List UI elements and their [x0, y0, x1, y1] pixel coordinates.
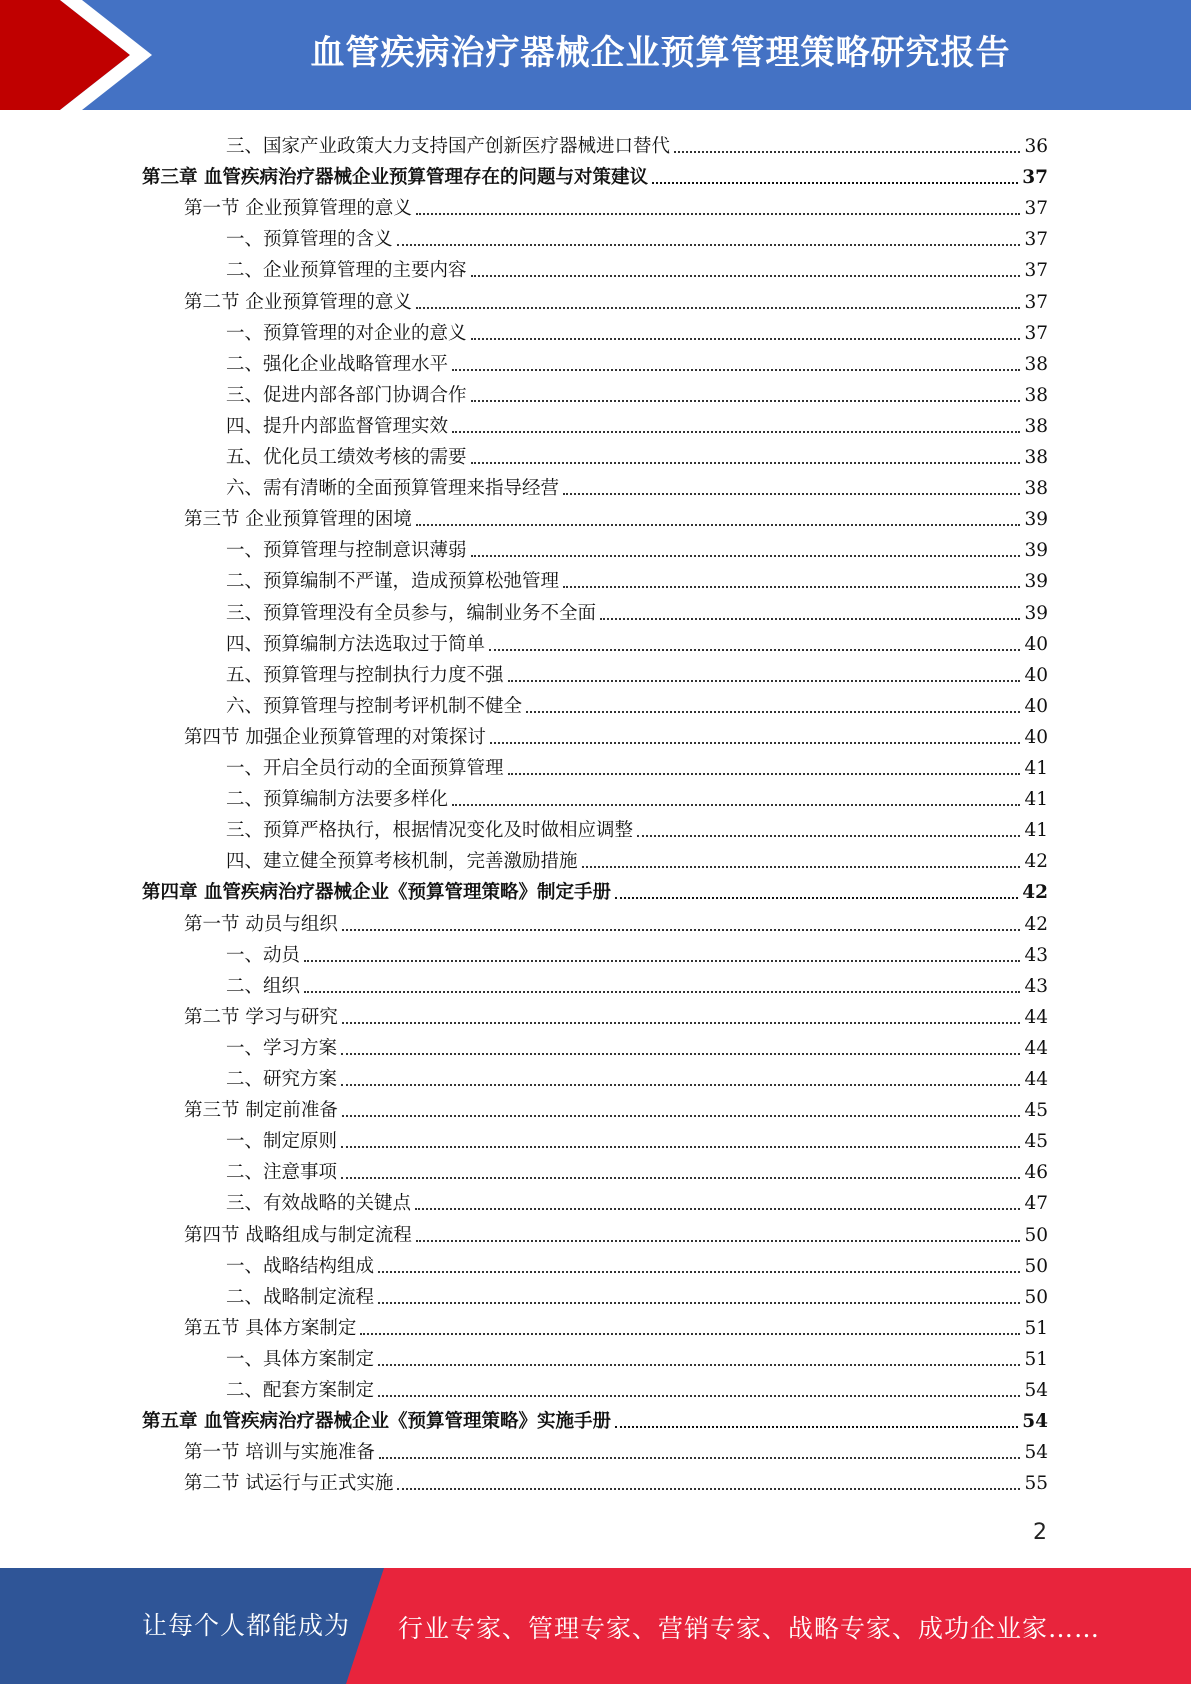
toc-entry-title: 第一节 企业预算管理的意义 — [184, 198, 412, 220]
toc-entry[interactable] — [226, 1153, 1048, 1184]
toc-entry-page: 46 — [1024, 1162, 1048, 1184]
toc-entry[interactable] — [226, 314, 1048, 345]
toc-entry-page: 42 — [1024, 851, 1048, 873]
toc-leader-dots — [378, 1302, 1020, 1304]
toc-entry-title: 三、促进内部各部门协调合作 — [226, 384, 467, 406]
toc-entry-title: 三、预算管理没有全员参与，编制业务不全面 — [226, 602, 597, 624]
toc-entry[interactable] — [184, 283, 1048, 314]
toc-entry-title: 一、战略结构组成 — [226, 1255, 375, 1277]
toc-entry[interactable] — [226, 1371, 1048, 1402]
toc-leader-dots — [379, 1457, 1021, 1459]
toc-entry-title: 一、具体方案制定 — [226, 1348, 375, 1370]
toc-entry[interactable] — [142, 158, 1048, 189]
toc-entry[interactable] — [226, 1029, 1048, 1060]
toc-entry[interactable] — [226, 1184, 1048, 1215]
toc-entry[interactable] — [226, 656, 1048, 687]
toc-entry-page: 40 — [1024, 726, 1048, 748]
toc-entry-title: 二、战略制定流程 — [226, 1286, 375, 1308]
toc-leader-dots — [342, 1022, 1021, 1024]
toc-entry[interactable] — [226, 749, 1048, 780]
toc-entry-title: 四、预算编制方法选取过于简单 — [226, 633, 486, 655]
toc-entry-page: 55 — [1024, 1473, 1048, 1495]
toc-leader-dots — [304, 960, 1020, 962]
toc-entry-title: 二、注意事项 — [226, 1162, 338, 1184]
document-title: 血管疾病治疗器械企业预算管理策略研究报告 — [310, 33, 1011, 73]
toc-entry-page: 43 — [1024, 975, 1048, 997]
toc-entry-title: 三、预算严格执行，根据情况变化及时做相应调整 — [226, 820, 634, 842]
toc-entry-page: 41 — [1024, 820, 1048, 842]
toc-entry[interactable] — [226, 625, 1048, 656]
toc-entry-page: 44 — [1024, 1006, 1048, 1028]
toc-entry-title: 六、预算管理与控制考评机制不健全 — [226, 695, 523, 717]
toc-leader-dots — [342, 929, 1021, 931]
toc-entry-title: 一、学习方案 — [226, 1037, 338, 1059]
toc-entry-page: 54 — [1022, 1411, 1048, 1433]
toc-entry-title: 一、预算管理的含义 — [226, 229, 393, 251]
toc-leader-dots — [490, 742, 1021, 744]
toc-leader-dots — [508, 773, 1021, 775]
toc-entry[interactable] — [184, 718, 1048, 749]
toc-entry[interactable] — [226, 562, 1048, 593]
toc-leader-dots — [342, 1115, 1021, 1117]
toc-entry-page: 38 — [1024, 384, 1048, 406]
toc-leader-dots — [582, 866, 1021, 868]
toc-entry-title: 第五章 血管疾病治疗器械企业《预算管理策略》实施手册 — [142, 1411, 611, 1433]
toc-entry-title: 四、建立健全预算考核机制，完善激励措施 — [226, 851, 578, 873]
toc-entry[interactable] — [184, 1309, 1048, 1340]
header-arrow-decoration — [0, 0, 160, 110]
toc-entry-title: 第二节 试运行与正式实施 — [184, 1473, 394, 1495]
toc-leader-dots — [471, 338, 1021, 340]
toc-leader-dots — [471, 400, 1021, 402]
toc-entry[interactable] — [226, 1247, 1048, 1278]
toc-leader-dots — [341, 1053, 1020, 1055]
toc-entry-page: 54 — [1024, 1380, 1048, 1401]
toc-entry[interactable] — [226, 936, 1048, 967]
toc-entry[interactable] — [226, 345, 1048, 376]
toc-entry-title: 五、预算管理与控制执行力度不强 — [226, 664, 504, 686]
toc-entry-page: 39 — [1024, 509, 1048, 531]
toc-entry[interactable] — [226, 1340, 1048, 1371]
toc-leader-dots — [489, 649, 1020, 651]
toc-leader-dots — [508, 680, 1021, 682]
toc-leader-dots — [471, 555, 1021, 557]
toc-entry-title: 第四节 加强企业预算管理的对策探讨 — [184, 726, 486, 748]
toc-entry-page: 50 — [1024, 1255, 1048, 1277]
toc-entry-title: 二、预算编制不严谨，造成预算松弛管理 — [226, 571, 560, 593]
toc-entry-title: 三、有效战略的关键点 — [226, 1193, 412, 1215]
toc-entry-title: 二、企业预算管理的主要内容 — [226, 260, 467, 282]
toc-leader-dots — [600, 618, 1020, 620]
toc-leader-dots — [452, 431, 1020, 433]
toc-entry[interactable] — [184, 1091, 1048, 1122]
toc-entry[interactable] — [184, 1464, 1048, 1495]
toc-entry[interactable] — [226, 127, 1048, 158]
toc-entry-page: 54 — [1024, 1442, 1048, 1464]
toc-entry-page: 50 — [1024, 1224, 1048, 1246]
toc-entry-page: 41 — [1024, 758, 1048, 779]
toc-entry-title: 第四章 血管疾病治疗器械企业《预算管理策略》制定手册 — [142, 882, 611, 904]
toc-entry[interactable] — [184, 189, 1048, 220]
toc-leader-dots — [471, 462, 1021, 464]
toc-entry-title: 三、国家产业政策大力支持国产创新医疗器械进口替代 — [226, 136, 671, 157]
toc-entry-page: 37 — [1024, 322, 1048, 344]
toc-entry-title: 五、优化员工绩效考核的需要 — [226, 447, 467, 468]
toc-entry-title: 第一节 动员与组织 — [184, 913, 338, 935]
footer-slogan-left: 让每个人都能成为 — [142, 1611, 351, 1640]
toc-leader-dots — [563, 586, 1020, 588]
toc-entry[interactable] — [226, 687, 1048, 718]
toc-entry-page: 37 — [1024, 229, 1048, 251]
toc-entry-title: 二、预算编制方法要多样化 — [226, 789, 449, 811]
toc-entry-title: 第二节 企业预算管理的意义 — [184, 291, 412, 313]
toc-entry[interactable] — [184, 500, 1048, 531]
toc-entry-title: 一、动员 — [226, 944, 301, 966]
toc-entry-page: 40 — [1024, 633, 1048, 655]
toc-leader-dots — [637, 835, 1020, 837]
toc-entry-page: 37 — [1022, 167, 1048, 189]
toc-entry[interactable] — [226, 780, 1048, 811]
toc-entry-page: 38 — [1024, 353, 1048, 375]
toc-entry[interactable] — [226, 469, 1048, 500]
footer-slogan-right: 行业专家、管理专家、营销专家、战略专家、成功企业家…… — [398, 1614, 1101, 1643]
toc-entry-title: 一、开启全员行动的全面预算管理 — [226, 758, 504, 779]
page-header — [0, 0, 1191, 110]
toc-leader-dots — [416, 307, 1021, 309]
toc-entry-title: 二、强化企业战略管理水平 — [226, 353, 449, 375]
toc-entry[interactable] — [226, 531, 1048, 562]
toc-entry[interactable] — [226, 967, 1048, 998]
toc-entry-page: 36 — [1024, 136, 1048, 157]
toc-entry-page: 38 — [1024, 478, 1048, 500]
toc-leader-dots — [341, 1146, 1020, 1148]
toc-entry-page: 39 — [1024, 571, 1048, 593]
toc-entry[interactable] — [184, 1433, 1048, 1464]
toc-entry[interactable] — [226, 1122, 1048, 1153]
toc-entry-page: 45 — [1024, 1100, 1048, 1122]
toc-entry-title: 第三节 企业预算管理的困境 — [184, 509, 412, 531]
toc-leader-dots — [615, 1426, 1018, 1428]
toc-entry-title: 第二节 学习与研究 — [184, 1006, 338, 1028]
toc-leader-dots — [674, 151, 1020, 153]
toc-entry[interactable] — [184, 1216, 1048, 1247]
toc-entry-page: 39 — [1024, 602, 1048, 624]
toc-leader-dots — [397, 244, 1021, 246]
toc-entry[interactable] — [226, 1278, 1048, 1309]
toc-leader-dots — [471, 275, 1021, 277]
page-number: 2 — [1033, 1520, 1047, 1545]
toc-entry-page: 51 — [1024, 1317, 1048, 1339]
toc-entry-title: 第五节 具体方案制定 — [184, 1317, 357, 1339]
toc-entry-title: 二、研究方案 — [226, 1069, 338, 1090]
toc-leader-dots — [416, 213, 1021, 215]
page-footer — [0, 1568, 1191, 1684]
toc-entry[interactable] — [184, 998, 1048, 1029]
toc-entry-page: 40 — [1024, 695, 1048, 717]
toc-entry-page: 42 — [1022, 882, 1048, 904]
toc-leader-dots — [360, 1333, 1020, 1335]
toc-entry-title: 一、预算管理与控制意识薄弱 — [226, 540, 467, 562]
toc-entry-page: 44 — [1024, 1069, 1048, 1090]
toc-entry[interactable] — [226, 842, 1048, 873]
toc-entry-title: 一、制定原则 — [226, 1131, 338, 1153]
toc-leader-dots — [378, 1364, 1020, 1366]
toc-leader-dots — [526, 711, 1020, 713]
toc-entry-page: 38 — [1024, 447, 1048, 468]
toc-leader-dots — [304, 991, 1020, 993]
toc-leader-dots — [452, 804, 1020, 806]
toc-entry-title: 第三节 制定前准备 — [184, 1100, 338, 1122]
toc-entry[interactable] — [184, 905, 1048, 936]
toc-leader-dots — [341, 1084, 1020, 1086]
toc-entry-page: 50 — [1024, 1286, 1048, 1308]
toc-entry[interactable] — [142, 1402, 1048, 1433]
toc-leader-dots — [378, 1395, 1020, 1397]
toc-entry[interactable] — [226, 811, 1048, 842]
toc-entry-page: 47 — [1024, 1193, 1048, 1215]
toc-entry-title: 二、组织 — [226, 975, 301, 997]
toc-entry-page: 41 — [1024, 789, 1048, 811]
toc-entry-title: 六、需有清晰的全面预算管理来指导经营 — [226, 478, 560, 500]
toc-entry-page: 44 — [1024, 1037, 1048, 1059]
toc-entry-page: 38 — [1024, 415, 1048, 437]
toc-leader-dots — [615, 897, 1018, 899]
toc-entry-title: 第三章 血管疾病治疗器械企业预算管理存在的问题与对策建议 — [142, 167, 648, 189]
toc-entry-page: 37 — [1024, 198, 1048, 220]
toc-entry[interactable] — [226, 594, 1048, 625]
toc-entry-page: 51 — [1024, 1348, 1048, 1370]
toc-entry[interactable] — [226, 220, 1048, 251]
toc-leader-dots — [397, 1488, 1020, 1490]
toc-entry[interactable] — [226, 438, 1048, 469]
toc-leader-dots — [415, 1208, 1020, 1210]
toc-leader-dots — [416, 524, 1021, 526]
toc-entry-title: 一、预算管理的对企业的意义 — [226, 322, 467, 344]
toc-entry[interactable] — [226, 376, 1048, 407]
toc-entry-page: 45 — [1024, 1131, 1048, 1153]
toc-entry[interactable] — [142, 873, 1048, 904]
toc-entry-page: 43 — [1024, 944, 1048, 966]
toc-entry-title: 四、提升内部监督管理实效 — [226, 415, 449, 437]
toc-leader-dots — [341, 1177, 1020, 1179]
toc-entry[interactable] — [226, 1060, 1048, 1091]
toc-entry-page: 37 — [1024, 260, 1048, 282]
toc-entry-page: 39 — [1024, 540, 1048, 562]
toc-leader-dots — [416, 1240, 1021, 1242]
toc-entry-title: 第一节 培训与实施准备 — [184, 1442, 375, 1464]
toc-entry[interactable] — [226, 407, 1048, 438]
toc-entry-title: 二、配套方案制定 — [226, 1380, 375, 1401]
toc-entry-page: 40 — [1024, 664, 1048, 686]
toc-entry-page: 42 — [1024, 913, 1048, 935]
toc-leader-dots — [452, 369, 1020, 371]
toc-leader-dots — [563, 493, 1020, 495]
toc-entry-title: 第四节 战略组成与制定流程 — [184, 1224, 412, 1246]
toc-entry-page: 37 — [1024, 291, 1048, 313]
toc-entry[interactable] — [226, 251, 1048, 282]
toc-leader-dots — [378, 1271, 1020, 1273]
toc-leader-dots — [652, 182, 1018, 184]
